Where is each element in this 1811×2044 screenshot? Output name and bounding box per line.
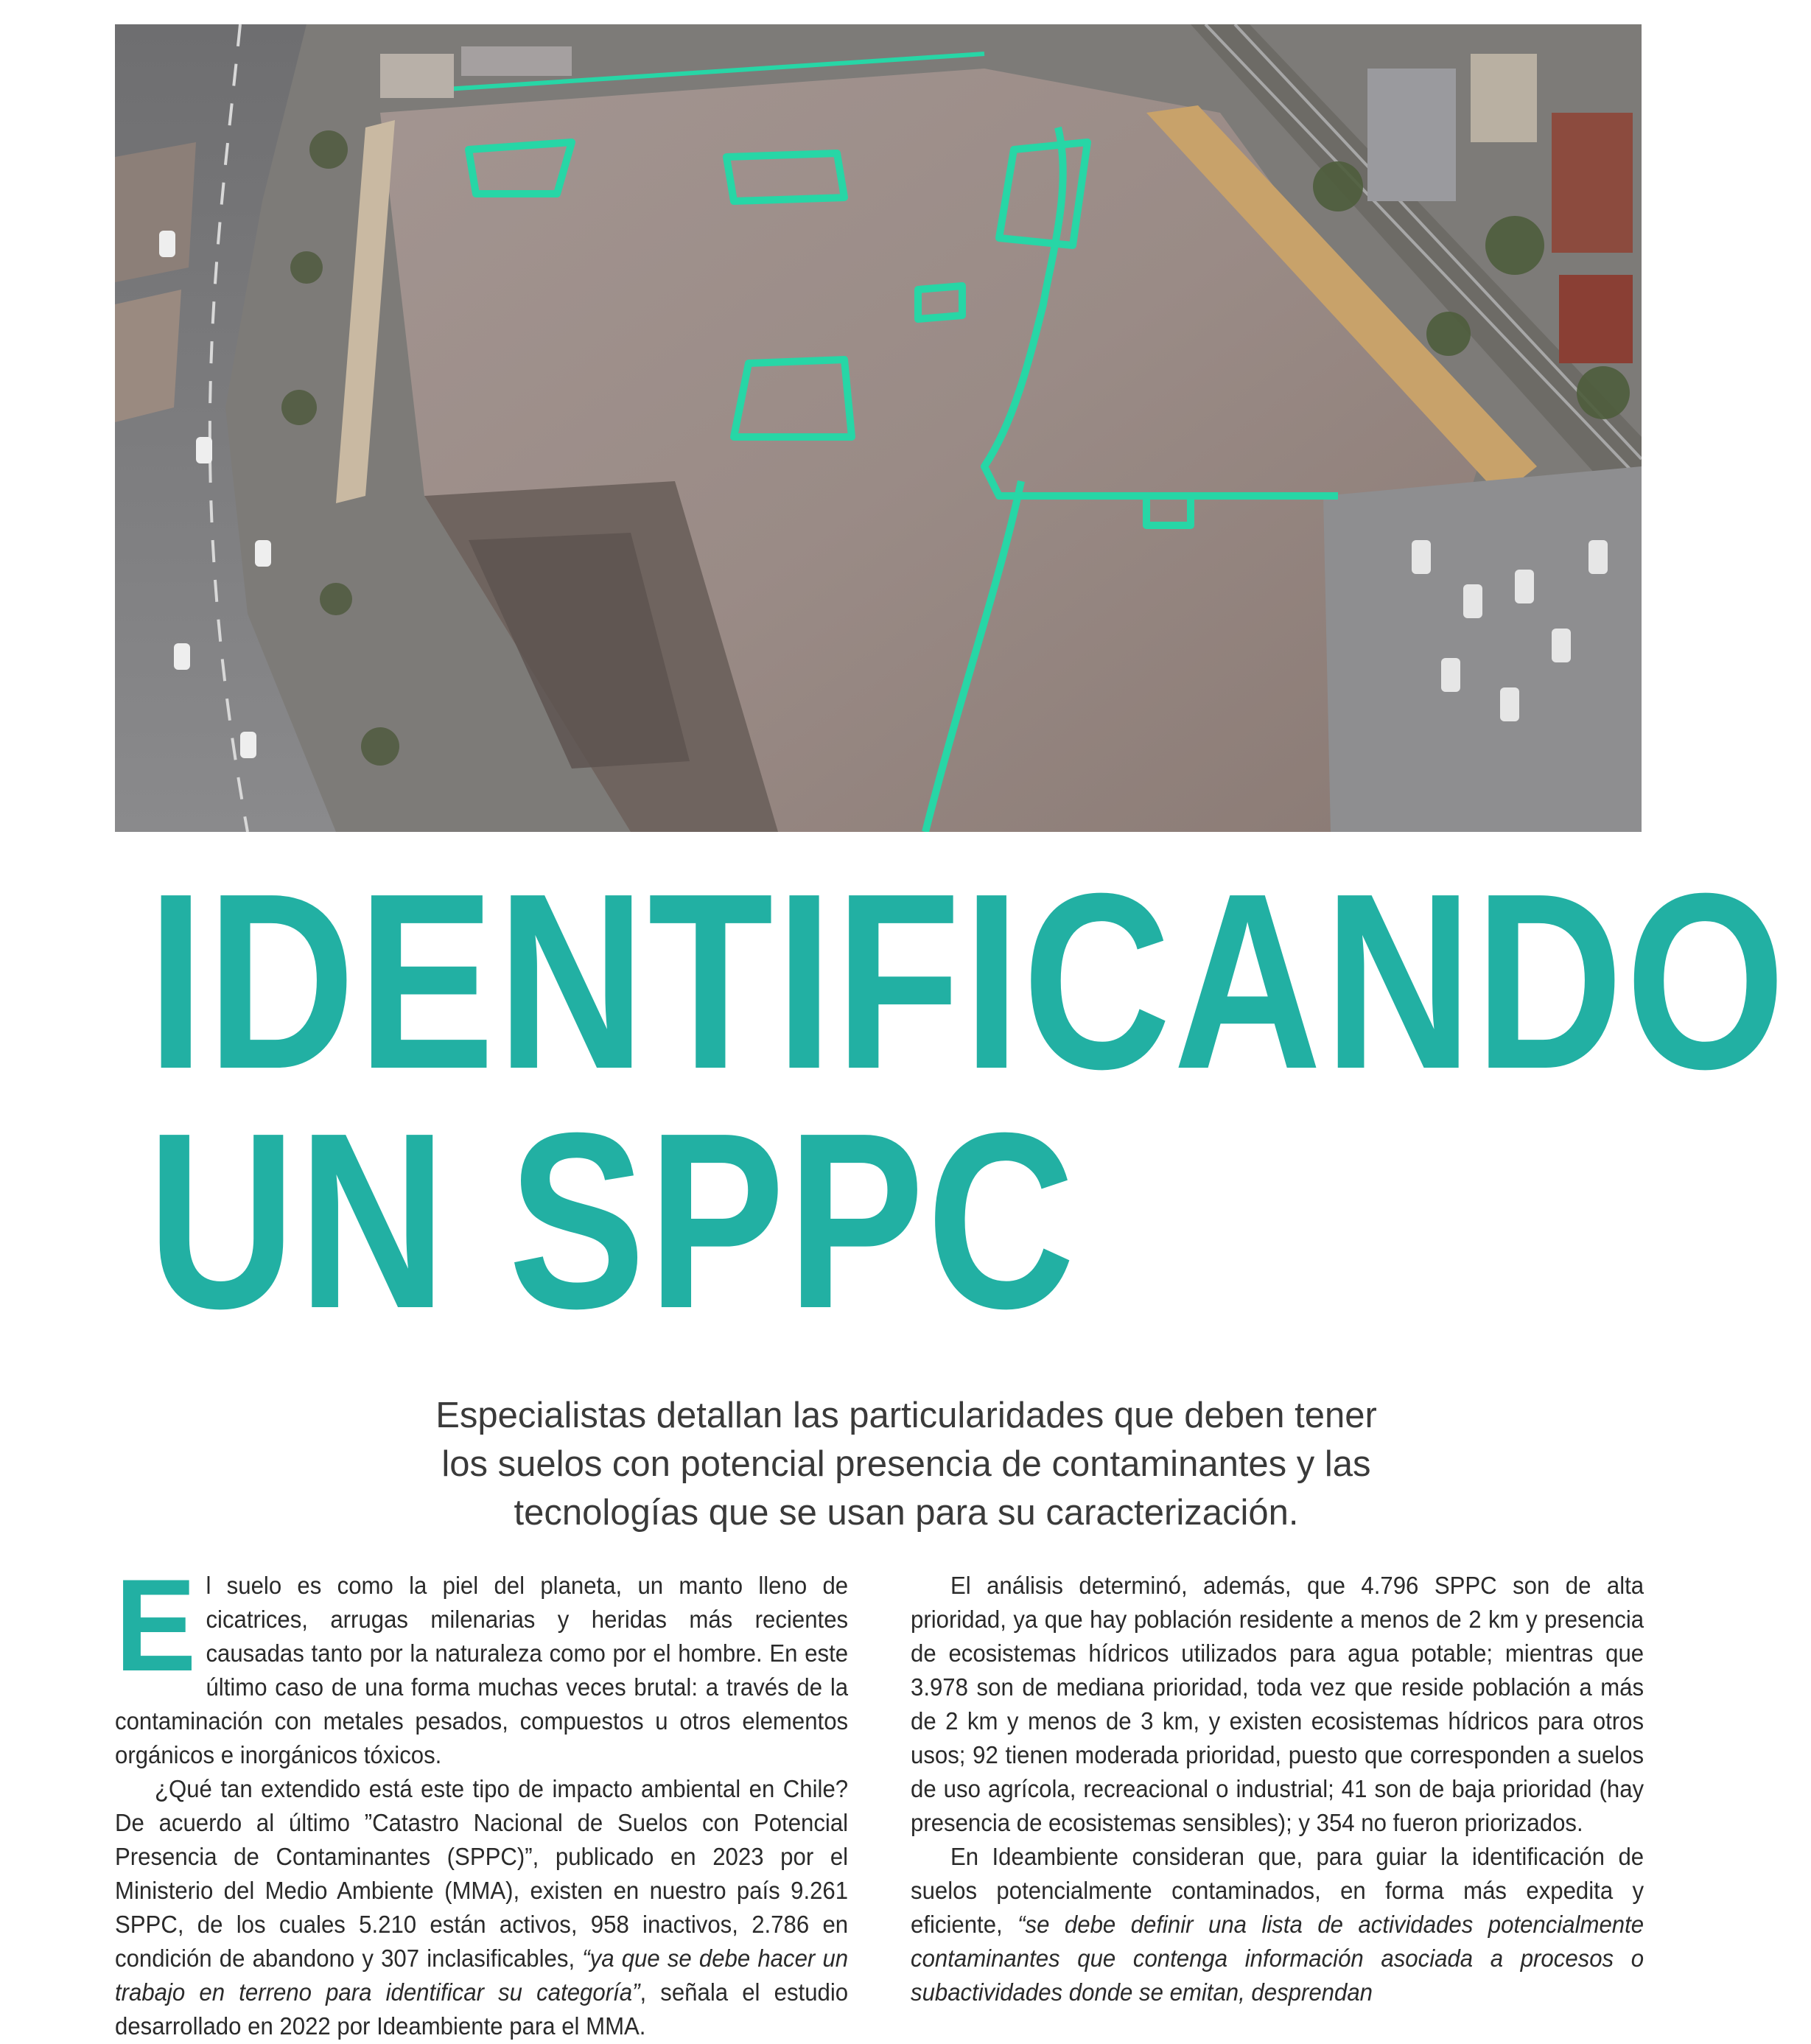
paragraph-text: l suelo es como la piel del planeta, un manto lleno de cicatrices, arrugas milenarias y heridas más recientes causadas tanto por la naturaleza como por el hombre. En este último caso de una forma muchas veces brutal: a través de la contaminación con metales pesados, compuestos u otros elementos orgánicos e inorgánicos tóxicos. xyxy=(115,1572,849,1769)
body-column-left xyxy=(115,1552,849,2044)
subheading-line-3: tecnologías que se usan para su caracterización. xyxy=(514,1493,1299,1533)
aerial-site-photo xyxy=(115,24,1642,832)
quote-text: “se debe definir una lista de actividades potencialmente contaminantes que contenga información asociada a procesos o subactividades donde se emitan, desprendan xyxy=(911,1911,1644,2006)
paragraph xyxy=(911,1841,1644,2010)
subheading-line-1: Especialistas detallan las particularidades que deben tener xyxy=(435,1396,1377,1435)
paragraph-text: El análisis determinó, además, que 4.796 SPPC son de alta prioridad, ya que hay población residente a menos de 2 km y presencia de ecosistemas hídricos utilizados para agua potable; mientras que 3.978 son de mediana prioridad, toda vez que reside población a más de 2 km y menos de 3 km, y existen ecosistemas hídricos para otros usos; 92 tienen moderada prioridad, puesto que corresponden a suelos de uso agrícola, recreacional o industrial; 41 son de baja prioridad (hay presencia de ecosistemas sensibles); y 354 no fueron priorizados. xyxy=(911,1572,1644,1837)
subheading-line-2: los suelos con potencial presencia de contaminantes y las xyxy=(441,1444,1371,1484)
parking-lot xyxy=(1323,466,1642,832)
paragraph xyxy=(911,1569,1644,1841)
paragraph-text: , señala el estudio desarrollado en 2022 por Ideambiente para el MMA. xyxy=(115,1979,849,2040)
headline-line-2: UN SPPC xyxy=(147,1081,1078,1361)
quote-text: “ya que se debe hacer un trabajo en terreno para identificar su categoría” xyxy=(115,1945,849,2006)
paragraph xyxy=(115,1773,848,2044)
paragraph-text: En Ideambiente consideran que, para guiar la identificación de suelos potencialmente contaminados, en forma más expedita y eficiente, xyxy=(911,1844,1644,1939)
body-column-right xyxy=(911,1569,1644,2010)
headline-line-1: IDENTIFICANDO xyxy=(147,841,1788,1121)
subheading xyxy=(280,1391,1532,1537)
headline xyxy=(147,841,1788,1361)
paragraph xyxy=(115,1552,849,1773)
aerial-photo-illustration xyxy=(115,24,1642,832)
drop-cap: E xyxy=(115,1552,197,1698)
paragraph-text: ¿Qué tan extendido está este tipo de impacto ambiental en Chile? De acuerdo al último ”Catastro Nacional de Suelos con Potencial Presencia de Contaminantes (SPPC)”, publicado en 2023 por el Ministerio del Medio Ambiente (MMA), existen en nuestro país 9.261 SPPC, de los cuales 5.210 están activos, 958 inactivos, 2.786 en condición de abandono y 307 inclasificables, xyxy=(115,1776,849,1973)
